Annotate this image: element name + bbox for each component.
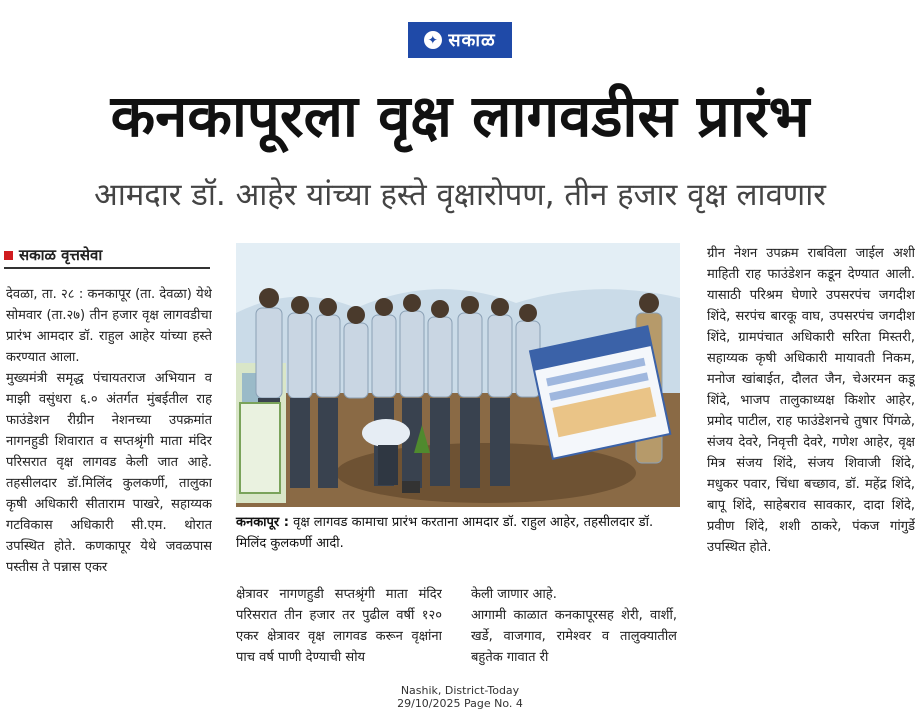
footer-edition: Nashik, District-Today	[400, 684, 520, 697]
photo-caption	[236, 512, 680, 554]
byline	[4, 243, 210, 269]
article-column-3: केली जाणार आहे. आगामी काळात कनकापूरसह शेरी, वार्शी, खर्डे, वाजगाव, रामेश्वर व तालुक्यातील बहुतेक गावात री	[471, 587, 677, 665]
article-column-4: ग्रीन नेशन उपक्रम राबविला जाईल अशी माहिती राह फाउंडेशन कडून देण्यात आली. यासाठी परिश्रम घेणारे उपसरपंच जगदीश शिंदे, सरपंच बारकू वाघ, उपसरपंच जगदीश शिंदे, ग्रामपंचात अधिकारी सरिता मिस्तरी, सहाय्यक कृषी अधिकारी मायावती निकम, मनोज खांबाईत, दौलत जैन, चेअरमन कडू शिंदे, भाजप तालुकाध्यक्ष किशोर आहेर, प्रमोद पाटील, राह फाउंडेशनचे तुषार पिंगळे, संजय देवरे, निवृत्ती देवरे, गणेश आहेर, वृक्ष मित्र संजय शिंदे, संजय शिवाजी शिंदे, मधुकर पवार, चिंधा बच्छाव, डॉ. महेंद्र शिंदे, बापू शिंदे, साहेबराव सावकार, दादा शिंदे, प्रवीण शिंदे, शशी ठाकरे, पंकज गांगुर्डे उपस्थित होते.	[707, 246, 915, 555]
logo-emblem-icon: ✦	[424, 31, 442, 49]
caption-text: वृक्ष लागवड कामाचा प्रारंभ करताना आमदार डॉ. राहुल आहेर, तहसीलदार डॉ. मिलिंद कुलकर्णी आदी.	[236, 515, 654, 551]
page-footer	[0, 684, 920, 710]
subheadline: आमदार डॉ. आहेर यांच्या हस्ते वृक्षारोपण, तीन हजार वृक्ष लावणार	[94, 177, 826, 213]
byline-marker-icon	[4, 251, 13, 260]
footer-date-page: 29/10/2025 Page No. 4	[397, 697, 523, 710]
byline-text: सकाळ वृत्तसेवा	[19, 246, 103, 264]
article-column-1: देवळा, ता. २८ : कनकापूर (ता. देवळा) येथे सोमवार (ता.२७) तीन हजार वृक्ष लागवडीचा प्रारंभ आमदार डॉ. राहुल आहेर यांच्या हस्ते करण्यात आला. मुख्यमंत्री समृद्ध पंचायतराज अभियान व माझी वसुंधरा ६.० अंतर्गत मुंबईतील राह फाउंडेशन रीग्रीन नेशनच्या उपक्रमांत नागनहुडी शिवारात व सप्तश्रृंगी माता मंदिर परिसरात वृक्ष लागवड केली जात आहे. तहसीलदार डॉ.मिलिंद कुलकर्णी, तालुका कृषी अधिकारी सीताराम पाखरे, सहाय्यक गटविकास अधिकारी सी.एम. थोरात उपस्थित होते. कणकापूर येथे जवळपास पस्तीस ते पन्नास एकर	[6, 287, 212, 575]
article-column-2: क्षेत्रावर नागणहुडी सप्तश्रृंगी माता मंदिर परिसरात तीन हजार तर पुढील वर्षी १२० एकर क्षेत्रावर वृक्ष लागवड करून वृक्षांना पाच वर्ष पाणी देण्याची सोय	[236, 587, 442, 665]
headline: कनकापूरला वृक्ष लागवडीस प्रारंभ	[110, 82, 810, 150]
caption-place: कनकापूर :	[236, 515, 289, 530]
newspaper-logo	[408, 22, 512, 58]
logo-text: सकाळ	[448, 30, 496, 51]
news-photo	[236, 243, 680, 507]
tree-plantation-photo-illustration	[236, 243, 680, 507]
